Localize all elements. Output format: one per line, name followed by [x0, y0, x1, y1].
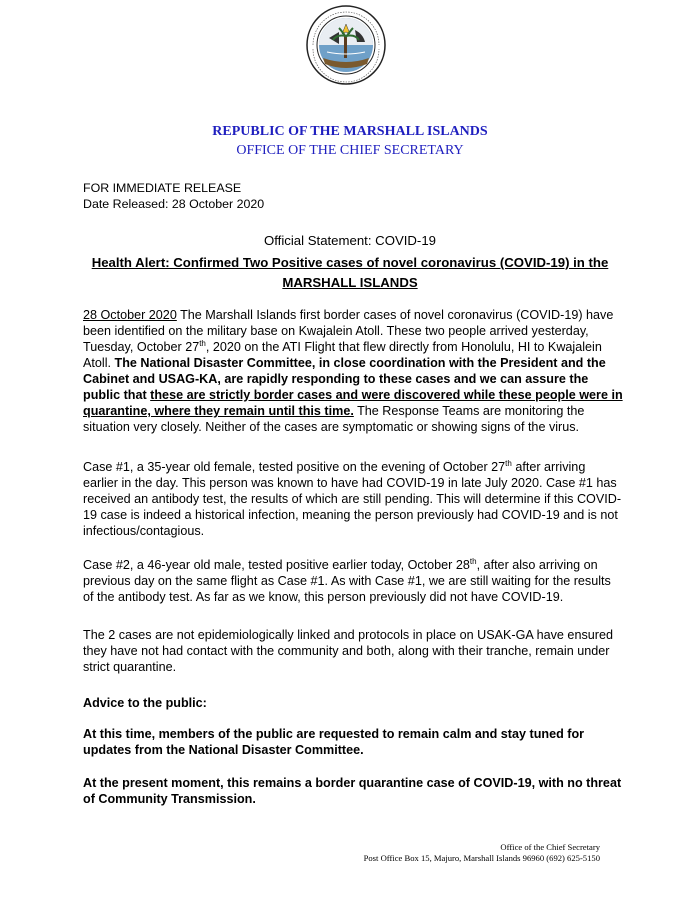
republic-heading: REPUBLIC OF THE MARSHALL ISLANDS — [212, 124, 488, 139]
p2-sup: th — [505, 458, 512, 468]
p1-date: 28 October 2020 — [83, 308, 177, 322]
paragraph-2 — [83, 459, 623, 539]
p1-bold: The National Disaster Committee, in close coordination with the President and the Cabinet and USAG-KA, are rapidly responding to these cases and we can assure the public that — [83, 356, 606, 402]
p2-text-a: Case #1, a 35-year old female, tested positive on the evening of October 27 — [83, 460, 506, 474]
release-date: Date Released: 28 October 2020 — [83, 197, 265, 211]
advice-heading: Advice to the public: — [83, 696, 207, 710]
paragraph-4: The 2 cases are not epidemiologically linked and protocols in place on USAK-GA have ensured they have not had contact with the community and both, along with their tranche, remain under strict quarantine. — [83, 628, 613, 674]
paragraph-3 — [83, 557, 623, 605]
p1-text-a: The Marshall Islands first border cases of novel coronavirus (COVID-19) have been identified on the military base on Kwajalein Atoll. These two people arrived yesterday, Tuesday, October 27 — [83, 308, 614, 354]
release-label: FOR IMMEDIATE RELEASE — [83, 181, 242, 195]
paragraph-border-case: At the present moment, this remains a border quarantine case of COVID-19, with no threat of Community Transmission. — [83, 776, 622, 806]
p2-text-b: after arriving earlier in the day. This person was known to have had COVID-19 in late July 2020. Case #1 has received an antibody test, the results of which are still pending. This will determine if this COVID-19 case is indeed a historical infection, meaning the person previously had COVID-19 and is not infectious/contagious. — [83, 460, 622, 538]
p3-text-b: , after also arriving on previous day on the same flight as Case #1. As with Case #1, we are still waiting for the results of the antibody test. As far as we know, this person previously did not have COVID-19. — [83, 558, 611, 604]
p3-sup: th — [469, 556, 477, 566]
p1-bold-underline: these are strictly border cases and were discovered while these people were in quarantine, where they remain until this time. — [83, 388, 623, 418]
footer-address: Post Office Box 15, Majuro, Marshall Islands 96960 (692) 625-5150 — [363, 853, 600, 863]
footer-office: Office of the Chief Secretary — [500, 842, 600, 852]
headline-text: Health Alert: Confirmed Two Positive cases of novel coronavirus (COVID-19) in the MARSHALL ISLANDS — [91, 255, 609, 290]
marshall-islands-seal-icon — [305, 4, 387, 86]
p1-text-b: , 2020 on the ATI Flight that flew directly from Honolulu, HI to Kwajalein Atoll. — [83, 340, 602, 370]
paragraph-advice: At this time, members of the public are requested to remain calm and stay tuned for updates from the National Disaster Committee. — [83, 727, 585, 757]
p1-text-c: The Response Teams are monitoring the situation very closely. Neither of the cases are symptomatic or showing signs of the virus. — [83, 404, 585, 434]
p1-sup: th — [199, 338, 206, 348]
office-heading: OFFICE OF THE CHIEF SECRETARY — [236, 143, 464, 158]
p3-text-a: Case #2, a 46-year old male, tested positive earlier today, October 28 — [83, 558, 470, 572]
paragraph-1 — [83, 307, 623, 435]
statement-title: Official Statement: COVID-19 — [264, 233, 436, 248]
statement-headline — [70, 253, 630, 293]
